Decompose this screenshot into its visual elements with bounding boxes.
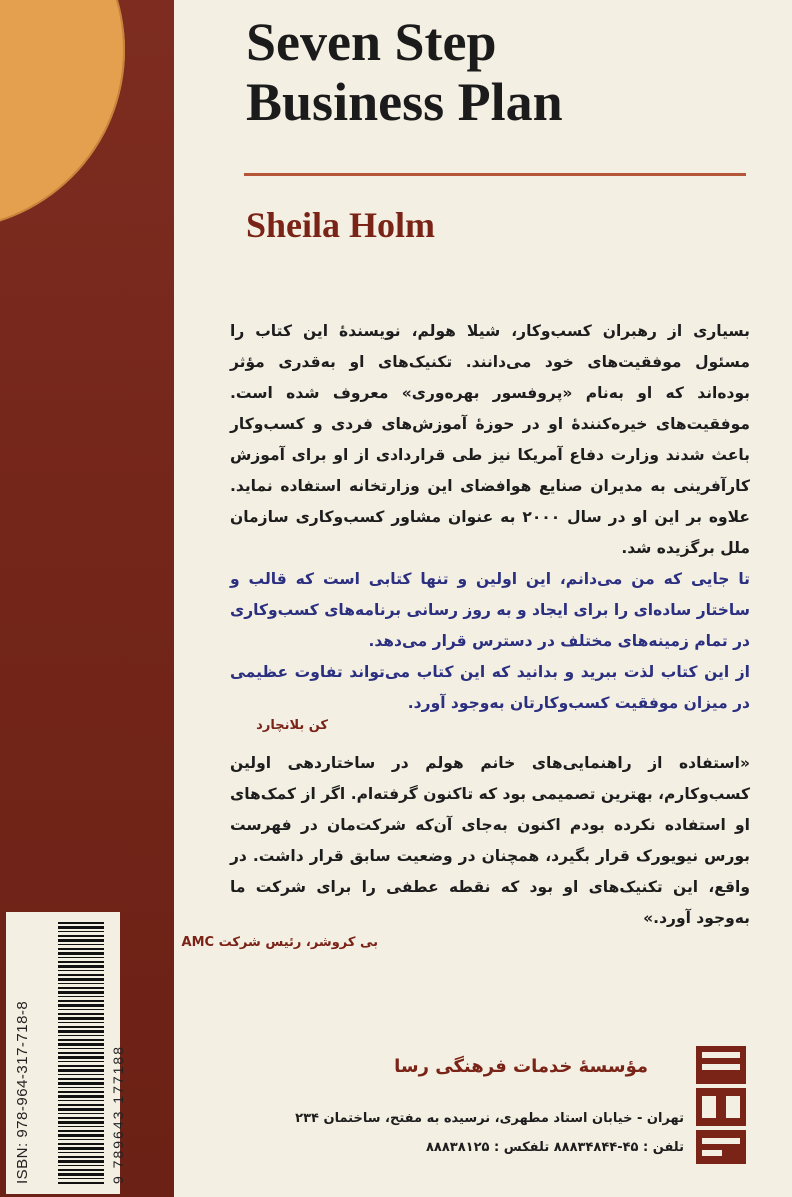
intro-paragraph: بسیاری از رهبران کسب‌وکار، شیلا هولم، نویسندهٔ این کتاب را مسئول موفقیت‌های خود می‌دانند. تکنیک‌های او به‌قدری مؤثر بوده‌اند که او به‌نام «پروفسور بهره‌وری» معروف شده است. موفقیت‌های خیره‌کنندهٔ او در حوزهٔ آموزش‌های فردی و کسب‌وکار باعث شدند وزارت دفاع آمریکا نیز طی قراردادی از او برای آموزش کارآفرینی به مدیران صنایع هوافضای این وزارتخانه استفاده نماید. علاوه بر این او در سال ۲۰۰۰ به عنوان مشاور کسب‌وکاری سازمان ملل برگزیده شد. [230,322,750,557]
signature-ken-blanchard: کن بلانچارد [256,718,328,733]
title-divider [244,173,746,176]
book-title [246,12,746,132]
quote-paragraph-1: تا جایی که من می‌دانم، این اولین و تنها کتابی است که قالب و ساختار ساده‌ای را برای ایجاد و به روز رسانی برنامه‌های کسب‌وکاری در تمام زمینه‌های مختلف در دسترس قرار می‌دهد. [230,570,750,650]
title-line-1: Seven Step [246,12,497,72]
publisher-name: مؤسسهٔ خدمات فرهنگی رسا [394,1056,648,1077]
signature-crosher: بی کروشر، رئیس شرکت AMC [181,935,378,950]
quote-paragraph-2: از این کتاب لذت ببرید و بدانید که این کتاب می‌تواند تفاوت عظیمی در میزان موفقیت کسب‌وکارتان به‌وجود آورد. [230,663,750,712]
author-name: Sheila Holm [246,205,436,245]
decorative-circle [0,0,125,230]
title-line-2: Business Plan [246,72,563,132]
barcode-icon [58,922,104,1184]
testimonial-paragraph: «استفاده از راهنمایی‌های خانم هولم در ساختاردهی اولین کسب‌وکارم، بهترین تصمیمی بود که تاکنون گرفته‌ام. اگر از کمک‌های او استفاده نکرده بودم اکنون به‌جای آن‌که شرکت‌مان در فهرست بورس نیویورک قرار بگیرد، همچنان در وضعیت سابق قرار داشت. در واقع، این تکنیک‌های او بود که نقطه عطفی را برای شرکت ما به‌وجود آورد.» [230,754,750,927]
barcode-digits: 9 789643 177188 [110,1045,126,1184]
barcode-panel [6,912,126,1194]
isbn-label: ISBN: 978-964-317-718-8 [14,1000,31,1184]
publisher-address: تهران - خیابان استاد مطهری، نرسیده به مفتح، ساختمان ۲۳۴ [295,1111,684,1126]
publisher-phone: تلفن : ۴۵-۸۸۸۳۴۸۴۴ تلفکس : ۸۸۸۳۸۱۲۵ [425,1140,684,1155]
publisher-logo-icon [696,1046,746,1164]
